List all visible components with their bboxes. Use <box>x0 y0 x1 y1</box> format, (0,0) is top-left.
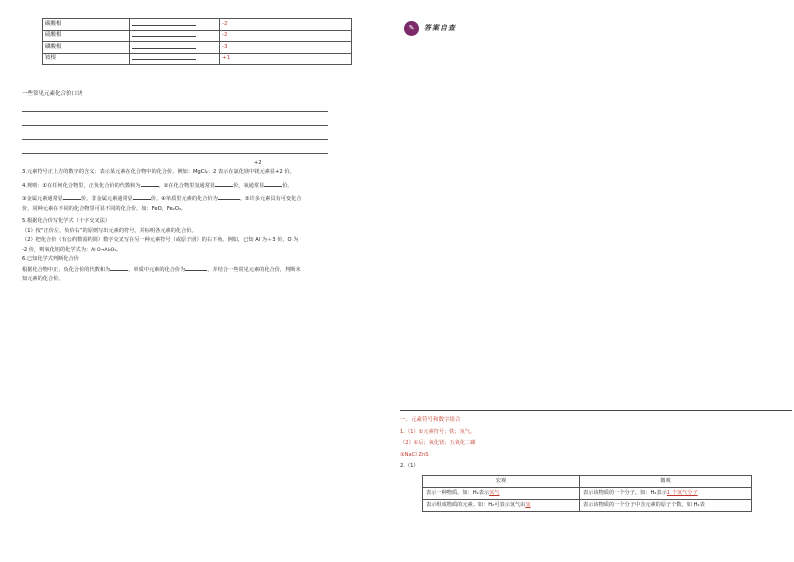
ion-valence: -2 <box>220 19 352 31</box>
answer-text: 1 个氢气分子 <box>666 490 698 497</box>
answer-line[interactable] <box>22 126 328 140</box>
macro-micro-table <box>422 475 752 512</box>
ion-formula-blank[interactable] <box>130 42 220 54</box>
answer-text: 氢 <box>525 502 531 509</box>
ion-name: 铵根 <box>43 53 130 65</box>
ion-formula-blank[interactable] <box>130 30 220 42</box>
section-5-step-3: -2 价，则氧化铝的化学式为：Al O→Al₂O₃。 <box>22 246 122 253</box>
cross-method-formula: Al O→Al₂O₃ <box>91 247 117 253</box>
answer-line-3: ③NaCl ZnS <box>400 451 429 458</box>
fill-blank[interactable] <box>264 182 282 187</box>
paragraph-6: 价，同种元素在不同的化合物里可显不同的化合价，如：FeO，Fe₂O₃。 <box>22 205 187 212</box>
answer-line-1: 1.（1）①元素符号；铁；氖气。 <box>400 428 476 435</box>
column-header: 微观 <box>580 475 752 487</box>
superscript-valence: +2 <box>254 159 262 166</box>
fill-blank[interactable] <box>133 195 151 200</box>
table-row <box>423 499 752 511</box>
section-5-step-1: （1）按“正价左，负价右”的原则写出元素的符号，并标明各元素的化合价。 <box>22 227 197 234</box>
table-header-row <box>423 475 752 487</box>
answer-section-title: 一、元素符号和数字组合 <box>400 417 461 423</box>
ion-valence: -3 <box>220 42 352 54</box>
ion-formula-blank[interactable] <box>130 53 220 65</box>
column-header: 宏观 <box>423 475 580 487</box>
macro-cell: 表示组成物质的元素。如：H₂可表示氢气由氢 <box>423 499 580 511</box>
answer-check-title: 答案自查 <box>424 23 456 33</box>
table-row <box>43 30 352 42</box>
paragraph-5: ③金属元素通常显 价，非金属元素通常显 价。④单质里元素的化合价为 。⑤许多元素具有可变化合 <box>22 196 302 203</box>
fill-blank[interactable] <box>215 182 233 187</box>
section-6-line-2: 知元素的化合价。 <box>22 276 64 283</box>
answer-check-header <box>404 21 456 36</box>
divider <box>400 410 792 411</box>
answer-line-4: 2.（1） <box>400 463 419 470</box>
fill-blank[interactable] <box>110 266 128 271</box>
ion-name: 碳酸根 <box>43 19 130 31</box>
section-5-step-2: （2）把化合价（有公约数需约简）数字交叉写在另一种元素符号（或原子团）的右下角。例如，已知 Al 为＋3 价，O 为 <box>22 237 299 244</box>
macro-cell: 表示一种物质。如：H₂表示氢气 <box>423 487 580 499</box>
micro-cell: 表示该物质的一个分子。如：H₂表示1 个氢气分子 <box>580 487 752 499</box>
answer-text: 氢气 <box>489 490 500 497</box>
fill-blank[interactable] <box>63 195 81 200</box>
pencil-icon: ✎ <box>404 21 419 36</box>
section-6-line-1: 根据化合物中正、负化合价的代数和为 ，单质中元素的化合价为 ，并结合一些常见元素的化合价，判断未 <box>22 266 301 273</box>
fill-blank[interactable] <box>218 195 240 200</box>
table-row <box>43 42 352 54</box>
table-row <box>423 487 752 499</box>
section-6-title: 6.已知化学式判断化合价 <box>22 256 79 263</box>
section-5-title: 5.根据化合价写化学式（十字交叉法） <box>22 218 110 225</box>
ion-valence: -2 <box>220 30 352 42</box>
paragraph-4: 4.规则：①在任何化合物里，正负化合价的代数和为 。②在化合物里氢通常显 价，氧通常显 价。 <box>22 182 293 189</box>
rhyme-title: 一些常见元素化合价口诀 <box>22 91 83 97</box>
answer-line-2: （2）①后；氧化镁；五氧化二磷 <box>400 440 476 447</box>
left-column <box>22 18 357 283</box>
fill-blank[interactable] <box>141 182 159 187</box>
ion-name: 硫酸根 <box>43 30 130 42</box>
answer-line[interactable] <box>22 140 328 154</box>
ion-name: 磷酸根 <box>43 42 130 54</box>
answer-line[interactable] <box>22 112 328 126</box>
answer-section <box>400 410 792 512</box>
ion-valence: +1 <box>220 53 352 65</box>
table-row <box>43 19 352 31</box>
answer-line[interactable] <box>22 98 328 112</box>
micro-cell: 表示该物质的一个分子中含元素的原子个数，如 H₂表 <box>580 499 752 511</box>
paragraph-3: 3.元素符号正上方的数字的含义：表示某元素在化合物中的化合价。例如：MgCl₂：2 表示在氯化镁中镁元素显+2 价。 <box>22 169 295 176</box>
ion-valence-table <box>42 18 352 65</box>
fill-blank[interactable] <box>185 266 207 271</box>
table-row <box>43 53 352 65</box>
ion-formula-blank[interactable] <box>130 19 220 31</box>
